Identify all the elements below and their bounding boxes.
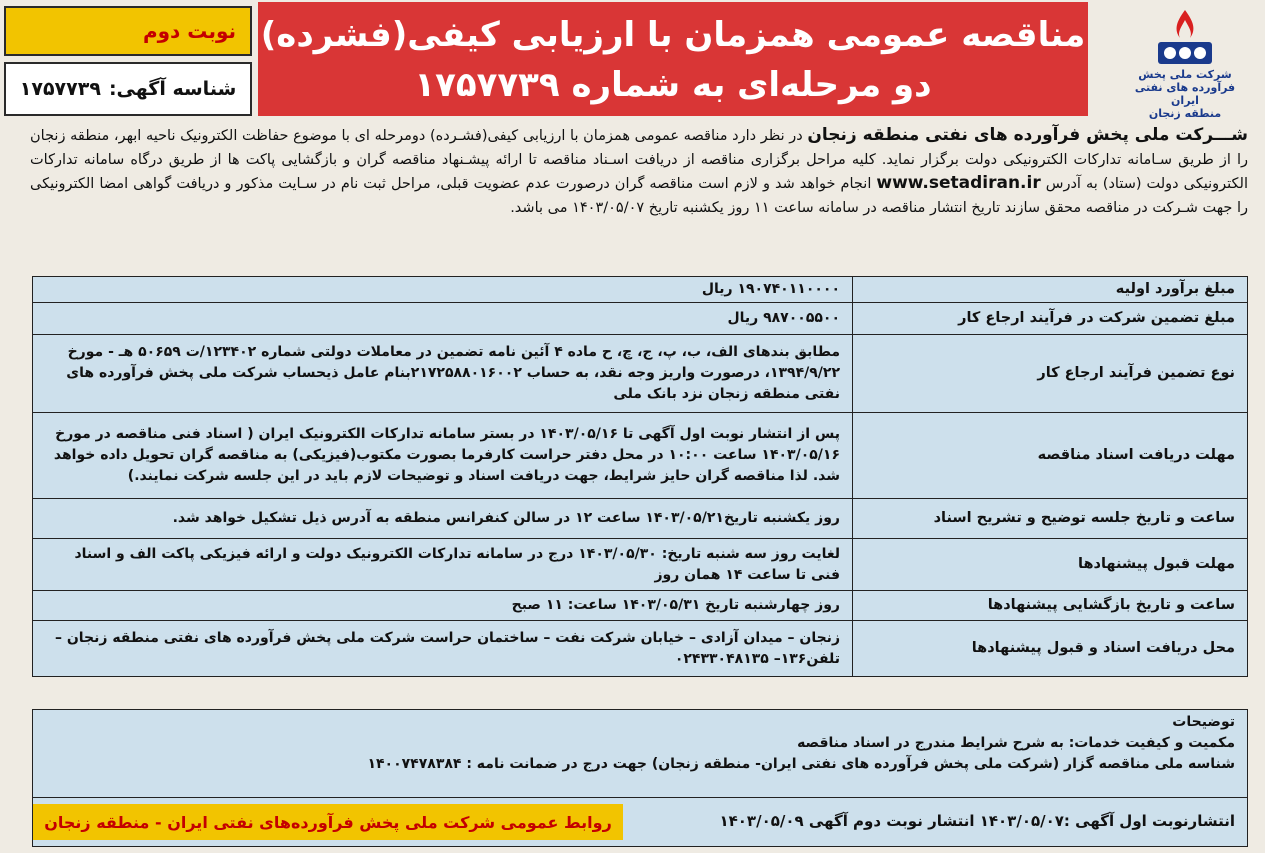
notes-line-2: شناسه ملی مناقصه گزار (شرکت ملی پخش فرآورده های نفتی ایران- منطقه زنجان) جهت درج در ضمانت نامه : ۱۴۰۰۷۴۷۸۳۸۴	[367, 756, 1235, 772]
row-label: ساعت و تاریخ جلسه توضیح و تشریح اسناد	[853, 499, 1248, 539]
row-label: ساعت و تاریخ بازگشایی پیشنهادها	[853, 591, 1248, 621]
title-line-1: مناقصه عمومی همزمان با ارزیابی کیفی(فشرده)	[260, 15, 1086, 55]
ad-id-value: ۱۷۵۷۷۳۹	[19, 78, 101, 100]
notes-line-1: مکمیت و کیفیت خدمات: به شرح شرایط مندرج در اسناد مناقصه	[797, 735, 1235, 751]
row-value: زنجان – میدان آزادی – خیابان شرکت نفت – ساختمان حراست شرکت ملی پخش فرآورده های نفتی منطقه زنجان – تلفن۱۳۶– ۰۲۴۳۳۰۴۸۱۳۵	[33, 621, 853, 677]
row-label: مهلت قبول پیشنهادها	[853, 539, 1248, 591]
footer-box	[32, 797, 1248, 847]
row-label: مبلغ تضمین شرکت در فرآیند ارجاع کار	[853, 303, 1248, 335]
logo-company-name: شرکت ملی پخش فرآورده های نفتی ایران	[1134, 68, 1236, 107]
table-row	[33, 277, 1248, 303]
row-value: روز چهارشنبه تاریخ ۱۴۰۳/۰۵/۳۱ ساعت: ۱۱ صبح	[33, 591, 853, 621]
table-row	[33, 621, 1248, 677]
ad-id-label: شناسه آگهی:	[108, 78, 237, 100]
row-value: ۱۹۰۷۴۰۱۱۰۰۰۰ ریال	[33, 277, 853, 303]
table-row	[33, 591, 1248, 621]
table-row	[33, 413, 1248, 499]
title-line-2: دو مرحله‌ای به شماره ۱۷۵۷۷۳۹	[414, 65, 932, 105]
logo-region: منطقه زنجان	[1148, 107, 1222, 120]
ad-title	[258, 2, 1088, 116]
edition-badge	[4, 6, 252, 56]
intro-text-2: انجام خواهد شد و لازم است مناقصه گران درصورت عدم عضویت قبلی، مراحل ثبت نام در سـایت مذکور و دریافت گواهی امضا الکترونیکی را جهت شـرکت در مناقصه محقق سازند تاریخ انتشار مناقصه در سامانه ساعت ۱۱ روز یکشنبه تاریخ ۱۴۰۳/۰۵/۰۷ می باشد.	[30, 176, 1248, 216]
intro-paragraph	[30, 124, 1248, 220]
flame-icon	[1152, 8, 1218, 68]
intro-lead: شـــرکت ملی پخش فرآورده های نفتی منطقه زنجان	[807, 125, 1248, 145]
publication-dates: انتشارنوبت اول آگهی :۱۴۰۳/۰۵/۰۷ انتشار نوبت دوم آگهی ۱۴۰۳/۰۵/۰۹	[719, 812, 1235, 830]
ad-header	[0, 0, 1265, 122]
row-value: لغایت روز سه شنبه تاریخ: ۱۴۰۳/۰۵/۳۰ درج در سامانه تدارکات الکترونیک دولت و ارائه فیزیکی پاکت الف و اسناد فنی تا ساعت ۱۴ همان روز	[33, 539, 853, 591]
tender-details-table	[32, 276, 1248, 677]
table-row	[33, 303, 1248, 335]
table-row	[33, 335, 1248, 413]
row-value: روز یکشنبه تاریخ۱۴۰۳/۰۵/۲۱ ساعت ۱۲ در سالن کنفرانس منطقه به آدرس ذیل تشکیل خواهد شد.	[33, 499, 853, 539]
edition-label: نوبت دوم	[142, 19, 236, 43]
row-label: نوع تضمین فرآیند ارجاع کار	[853, 335, 1248, 413]
notes-heading: توضیحات	[1172, 714, 1235, 730]
row-value: مطابق بندهای الف، ب، پ، ج، چ، ح ماده ۴ آئین نامه تضمین در معاملات دولتی شماره ۱۲۳۴۰۲/ت ۵۰۶۵۹ هـ - مورخ ۱۳۹۴/۹/۲۲، درصورت واریز وجه نقد، به حساب ۲۱۷۲۵۸۸۰۱۶۰۰۲بنام عامل ذیحساب شرکت ملی پخش فرآورده های نفتی منطقه زنجان نزد بانک ملی	[33, 335, 853, 413]
row-label: محل دریافت اسناد و قبول پیشنهادها	[853, 621, 1248, 677]
setad-url[interactable]: www.setadiran.ir	[876, 173, 1041, 193]
row-value: ۹۸۷۰۰۵۵۰۰ ریال	[33, 303, 853, 335]
company-logo	[1120, 8, 1250, 120]
ad-id-box	[4, 62, 252, 116]
intro-text-1: در نظر دارد مناقصه عمومی همزمان با ارزیابی کیفی(فشـرده) دومرحله ای با موضوع حفاظت الکترونیک ناحیه ابهر، منطقه زنجان را از طریق سـامانه تدارکات الکترونیکی دولت برگزار نماید. کلیه مراحل برگزاری مناقصه از دریافت اسـناد مناقصه تا ارائه پیشـنهاد مناقصه گران و بازگشایی پاکت ها از طریق درگاه سامانه تدارکات الکترونیکی دولت (ستاد) به آدرس	[30, 128, 1248, 192]
table-row	[33, 499, 1248, 539]
row-value: پس از انتشار نوبت اول آگهی تا ۱۴۰۳/۰۵/۱۶ در بستر سامانه تدارکات الکترونیک ایران ( اسناد فنی مناقصه در مورخ ۱۴۰۳/۰۵/۱۶ ساعت ۱۰:۰۰ در محل دفتر حراست کارفرما بصورت مکتوب(فیزیکی) به مناقصه گران تحویل داده خواهد شد. لذا مناقصه گران حایز شرایط، جهت دریافت اسناد و توضیحات لازم باید در این جلسه شرکت نمایند.)	[33, 413, 853, 499]
row-label: مبلغ برآورد اولیه	[853, 277, 1248, 303]
row-label: مهلت دریافت اسناد مناقصه	[853, 413, 1248, 499]
pr-banner: روابط عمومی شرکت ملی پخش فرآورده‌های نفتی ایران - منطقه زنجان	[33, 804, 623, 840]
table-row	[33, 539, 1248, 591]
